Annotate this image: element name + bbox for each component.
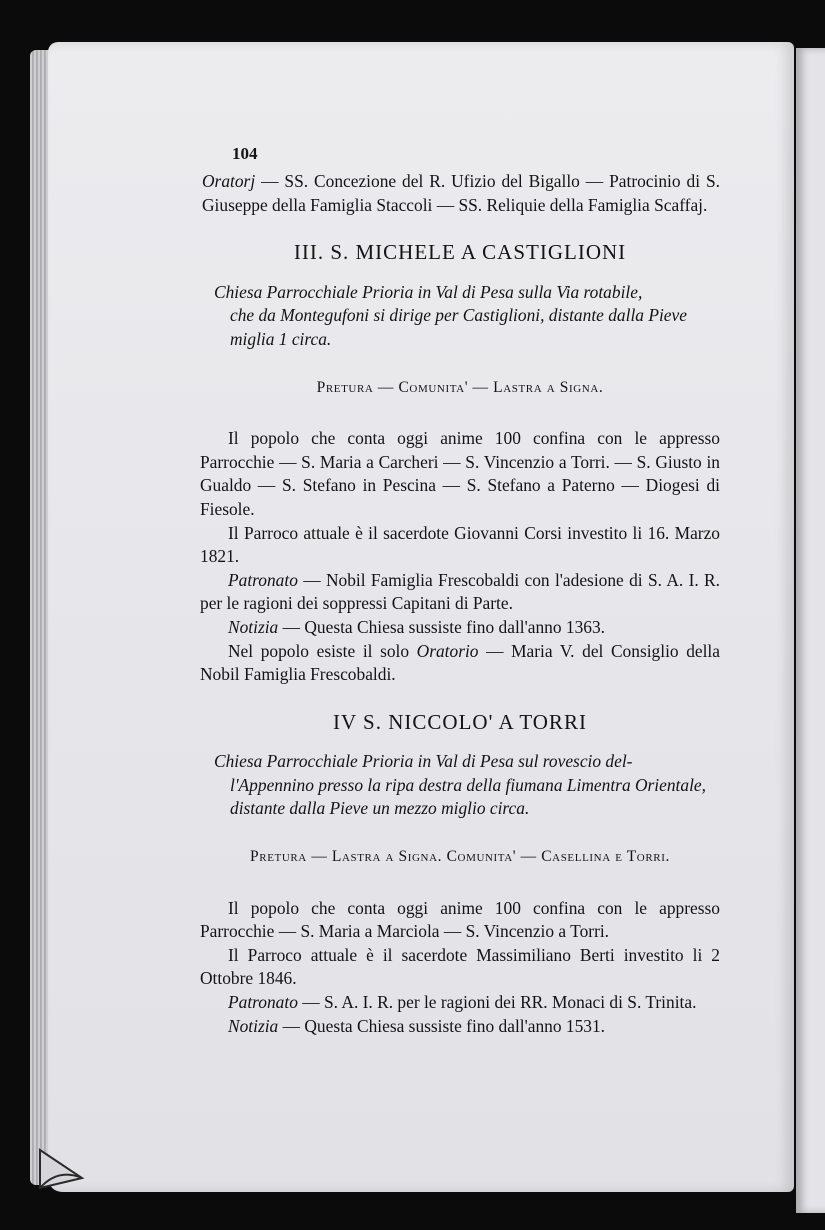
oratorio-paragraph-castiglioni (200, 640, 720, 687)
patronato-label: Patronato (228, 569, 298, 590)
church-description-rest: che da Montegufoni si dirige per Castiglioni, distante dalla Pieve miglia 1 circa. (230, 305, 687, 349)
church-description-castiglioni (200, 281, 720, 352)
parroco-paragraph-castiglioni: Il Parroco attuale è il sacerdote Giovanni Corsi investito li 16. Marzo 1821. (200, 522, 720, 567)
oratorj-paragraph (200, 170, 720, 217)
popolo-paragraph-torri: Il popolo che conta oggi anime 100 confina con le appresso Parrocchie — S. Maria a Marciola — S. Vincenzio a Torri. (200, 897, 720, 942)
section-title-torri: IV S. NICCOLO' A TORRI (333, 709, 587, 734)
notizia-paragraph-torri (200, 1015, 720, 1039)
oratorio-pre: Nel popolo esiste il solo (228, 640, 417, 661)
admin-line-castiglioni: Pretura — Comunita' — Lastra a Signa. (316, 378, 604, 396)
patronato-paragraph-castiglioni (200, 569, 720, 616)
church-description-rest: l'Appennino presso la ripa destra della fiumana Limentra Orientale, distante dalla Pieve un mezzo miglio circa. (230, 774, 706, 819)
notizia-label: Notizia (228, 616, 279, 637)
oratorj-text: — SS. Concezione del R. Ufizio del Bigallo — Patrocinio di S. Giuseppe della Famiglia Staccoli — SS. Reliquie della Famiglia Scaffaj. (202, 171, 720, 215)
popolo-paragraph-castiglioni: Il popolo che conta oggi anime 100 confina con le appresso Parrocchie — S. Maria a Carcheri — S. Vincenzio a Torri. — S. Giusto in Gualdo — S. Stefano in Pescina — S. Stefano a Paterno — Diogesi di Fiesole. (200, 428, 720, 519)
oratorio-label: Oratorio (416, 640, 479, 661)
admin-line-torri: Pretura — Lastra a Signa. Comunita' — Casellina e Torri. (250, 848, 670, 866)
patronato-text: — S. A. I. R. per le ragioni dei RR. Monaci di S. Trinita. (297, 992, 697, 1013)
parroco-paragraph-torri: Il Parroco attuale è il sacerdote Massimiliano Berti investito li 2 Ottobre 1846. (200, 944, 720, 989)
oratorio-post: — Maria V. del Consiglio della Nobil Famiglia Frescobaldi. (200, 640, 720, 685)
section-title-castiglioni: III. S. MICHELE A CASTIGLIONI (293, 240, 627, 265)
notizia-text: — Questa Chiesa sussiste fino dall'anno 1531. (278, 1015, 606, 1036)
church-description-line1: Chiesa Parrocchiale Prioria in Val di Pesa sul rovescio del- (214, 751, 633, 772)
patronato-text: — Nobil Famiglia Frescobaldi con l'adesione di S. A. I. R. per le ragioni dei soppressi Capitani di Parte. (200, 569, 720, 614)
notizia-label: Notizia (228, 1015, 279, 1036)
oratorj-label: Oratorj (202, 171, 256, 191)
patronato-label: Patronato (228, 992, 298, 1013)
notizia-paragraph-castiglioni (200, 616, 720, 640)
notizia-text: — Questa Chiesa sussiste fino dall'anno 1363. (278, 616, 606, 637)
page-number: 104 (232, 144, 258, 163)
church-description-torri (200, 750, 720, 821)
page-corner-curl (36, 1148, 86, 1193)
patronato-paragraph-torri (200, 991, 720, 1015)
page-content (200, 140, 720, 1038)
facing-page-edge (796, 48, 825, 1213)
church-description-line1: Chiesa Parrocchiale Prioria in Val di Pesa sulla Via rotabile, (214, 281, 643, 302)
